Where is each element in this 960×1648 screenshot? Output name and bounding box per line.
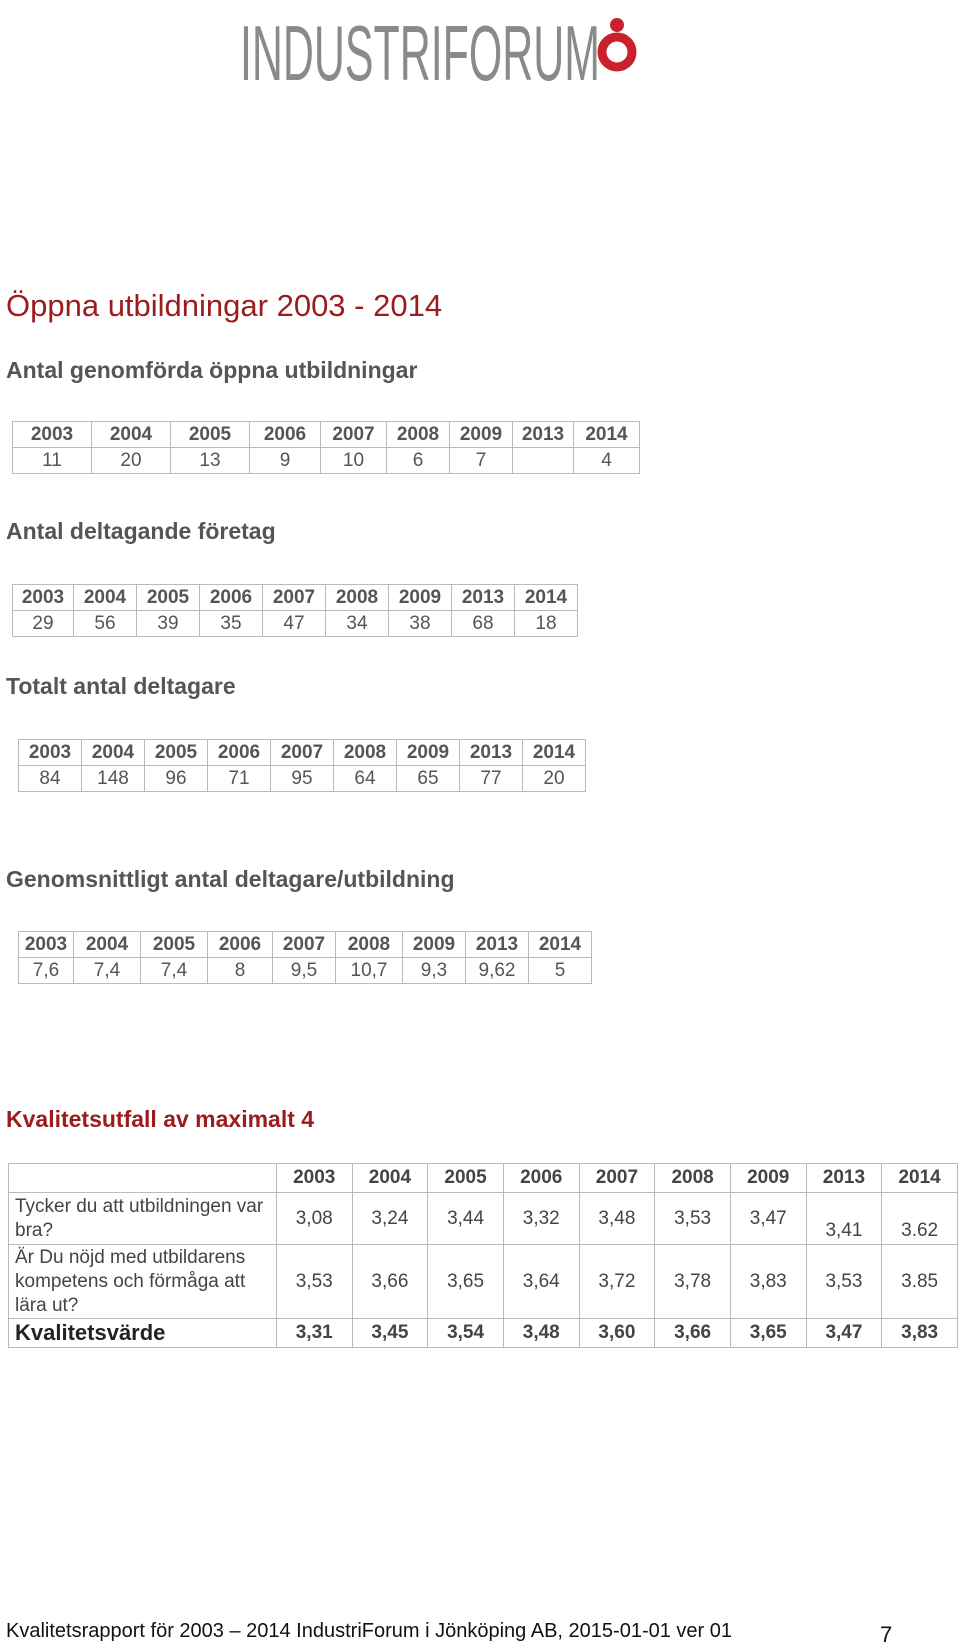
year-cell: 2005 [171, 422, 250, 448]
score-cell: 3,72 [579, 1245, 655, 1319]
total-cell: 3,45 [352, 1319, 428, 1348]
year-cell: 2009 [389, 585, 452, 611]
logo-wordmark: INDUSTRIFORUM [240, 9, 600, 97]
score-cell: 3,65 [428, 1245, 504, 1319]
score-cell: 3,53 [276, 1245, 352, 1319]
value-cell: 9,62 [466, 958, 529, 984]
year-cell: 2007 [271, 740, 334, 766]
heading-genomsnitt-deltagare: Genomsnittligt antal deltagare/utbildning [6, 866, 455, 892]
value-cell: 13 [171, 448, 250, 474]
score-cell: 3.85 [882, 1245, 958, 1319]
year-cell: 2004 [92, 422, 171, 448]
score-cell: 3,08 [276, 1193, 352, 1245]
year-cell: 2006 [250, 422, 321, 448]
year-cell: 2006 [208, 740, 271, 766]
footer-text: Kvalitetsrapport för 2003 – 2014 IndustriForum i Jönköping AB, 2015-01-01 ver 01 [6, 1620, 732, 1642]
score-cell: 3,41 [806, 1193, 882, 1245]
value-cell: 71 [208, 766, 271, 792]
value-cell: 20 [523, 766, 586, 792]
value-cell: 6 [387, 448, 450, 474]
total-cell: 3,47 [806, 1319, 882, 1348]
heading-deltagande-foretag: Antal deltagande företag [6, 518, 276, 544]
value-cell: 10 [321, 448, 387, 474]
value-cell: 47 [263, 611, 326, 637]
year-cell: 2005 [145, 740, 208, 766]
year-cell: 2003 [13, 422, 92, 448]
value-cell: 56 [74, 611, 137, 637]
year-cell: 2009 [450, 422, 513, 448]
value-cell: 7,6 [19, 958, 74, 984]
table-totalt-deltagare [18, 739, 586, 792]
total-cell: 3,65 [730, 1319, 806, 1348]
year-cell: 2004 [74, 585, 137, 611]
score-cell: 3,78 [655, 1245, 731, 1319]
score-cell: 3,53 [655, 1193, 731, 1245]
total-cell: 3,31 [276, 1319, 352, 1348]
year-cell: 2005 [141, 932, 208, 958]
value-cell: 95 [271, 766, 334, 792]
heading-totalt-deltagare: Totalt antal deltagare [6, 673, 236, 699]
table-genomsnitt-deltagare [18, 931, 592, 984]
score-cell: 3,44 [428, 1193, 504, 1245]
value-cell: 64 [334, 766, 397, 792]
industriforum-logo [240, 0, 660, 96]
year-cell: 2014 [523, 740, 586, 766]
year-cell: 2005 [137, 585, 200, 611]
score-cell: 3,24 [352, 1193, 428, 1245]
year-cell: 2009 [730, 1164, 806, 1193]
year-cell: 2013 [460, 740, 523, 766]
year-cell: 2003 [19, 740, 82, 766]
year-cell: 2005 [428, 1164, 504, 1193]
score-cell: 3,47 [730, 1193, 806, 1245]
year-cell: 2008 [336, 932, 403, 958]
value-cell: 11 [13, 448, 92, 474]
total-cell: 3,60 [579, 1319, 655, 1348]
year-cell: 2006 [200, 585, 263, 611]
score-cell: 3,53 [806, 1245, 882, 1319]
year-cell: 2014 [515, 585, 578, 611]
year-cell: 2008 [334, 740, 397, 766]
score-cell: 3,64 [503, 1245, 579, 1319]
score-cell: 3,48 [579, 1193, 655, 1245]
value-cell: 84 [19, 766, 82, 792]
year-cell: 2003 [19, 932, 74, 958]
value-cell: 65 [397, 766, 460, 792]
year-cell: 2004 [352, 1164, 428, 1193]
page-number: 7 [880, 1622, 893, 1647]
year-cell: 2008 [655, 1164, 731, 1193]
year-cell: 2009 [397, 740, 460, 766]
value-cell: 9,3 [403, 958, 466, 984]
value-cell: 4 [574, 448, 640, 474]
year-cell: 2013 [513, 422, 574, 448]
year-cell: 2014 [882, 1164, 958, 1193]
table-antal-utbildningar [12, 421, 640, 474]
year-cell: 2007 [273, 932, 336, 958]
value-cell: 148 [82, 766, 145, 792]
value-cell: 68 [452, 611, 515, 637]
value-cell: 35 [200, 611, 263, 637]
score-cell: 3.62 [882, 1193, 958, 1245]
value-cell: 9,5 [273, 958, 336, 984]
value-cell: 77 [460, 766, 523, 792]
year-cell: 2004 [74, 932, 141, 958]
value-cell: 7 [450, 448, 513, 474]
year-cell: 2014 [574, 422, 640, 448]
year-cell: 2006 [208, 932, 273, 958]
year-cell: 2007 [321, 422, 387, 448]
value-cell: 5 [529, 958, 592, 984]
heading-antal-utbildningar: Antal genomförda öppna utbildningar [6, 357, 418, 383]
value-cell: 96 [145, 766, 208, 792]
table-kvalitetsutfall [8, 1163, 958, 1348]
value-cell: 9 [250, 448, 321, 474]
year-cell: 2008 [387, 422, 450, 448]
value-cell: 20 [92, 448, 171, 474]
total-cell: 3,54 [428, 1319, 504, 1348]
year-cell: 2014 [529, 932, 592, 958]
logo-ring [602, 37, 632, 67]
year-cell: 2013 [466, 932, 529, 958]
logo-dot [610, 18, 624, 32]
total-label: Kvalitetsvärde [9, 1319, 277, 1348]
empty-header-cell [9, 1164, 277, 1193]
year-cell: 2007 [263, 585, 326, 611]
value-cell: 38 [389, 611, 452, 637]
value-cell: 29 [13, 611, 74, 637]
question-label: Är Du nöjd med utbildarens kompetens och förmåga att lära ut? [9, 1245, 277, 1319]
score-cell: 3,32 [503, 1193, 579, 1245]
value-cell: 18 [515, 611, 578, 637]
value-cell: 8 [208, 958, 273, 984]
value-cell: 34 [326, 611, 389, 637]
year-cell: 2008 [326, 585, 389, 611]
value-cell: 10,7 [336, 958, 403, 984]
year-cell: 2003 [276, 1164, 352, 1193]
value-cell: 7,4 [141, 958, 208, 984]
question-label: Tycker du att utbildningen var bra? [9, 1193, 277, 1245]
page-title: Öppna utbildningar 2003 - 2014 [6, 288, 443, 323]
score-cell: 3,66 [352, 1245, 428, 1319]
value-cell [513, 448, 574, 474]
year-cell: 2007 [579, 1164, 655, 1193]
total-cell: 3,48 [503, 1319, 579, 1348]
total-cell: 3,66 [655, 1319, 731, 1348]
value-cell: 39 [137, 611, 200, 637]
value-cell: 7,4 [74, 958, 141, 984]
year-cell: 2003 [13, 585, 74, 611]
total-cell: 3,83 [882, 1319, 958, 1348]
year-cell: 2013 [452, 585, 515, 611]
heading-kvalitetsutfall: Kvalitetsutfall av maximalt 4 [6, 1106, 315, 1132]
table-deltagande-foretag [12, 584, 578, 637]
year-cell: 2004 [82, 740, 145, 766]
year-cell: 2009 [403, 932, 466, 958]
year-cell: 2006 [503, 1164, 579, 1193]
score-cell: 3,83 [730, 1245, 806, 1319]
year-cell: 2013 [806, 1164, 882, 1193]
